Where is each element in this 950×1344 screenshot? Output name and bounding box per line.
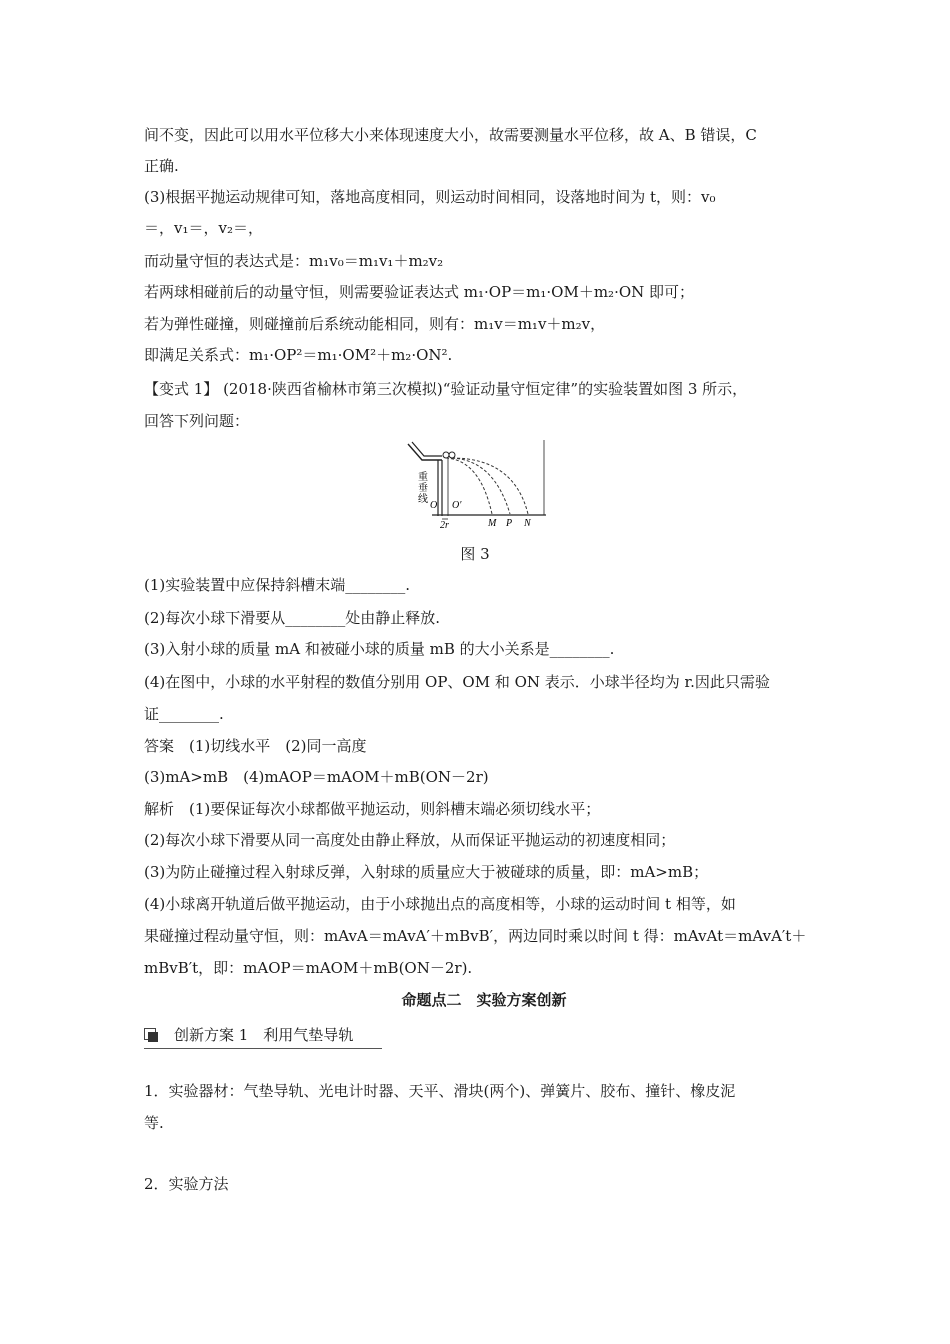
label-2r: 2r — [440, 520, 449, 530]
analysis-line: mBvB′t，即：mAOP＝mAOM＋mB(ON－2r). — [144, 959, 473, 977]
section-title: 命题点二 实验方案创新 — [401, 991, 567, 1009]
text-line: 而动量守恒的表达式是：m₁v₀＝m₁v₁＋m₂v₂ — [144, 252, 444, 270]
plumb-label-2: 垂 — [418, 483, 428, 494]
analysis-line: (2)每次小球下滑要从同一高度处由静止释放，从而保证平抛运动的初速度相同； — [144, 831, 676, 849]
heading-rule — [144, 1048, 382, 1049]
question-line: (2)每次小球下滑要从________处由静止释放. — [144, 609, 441, 627]
answer-line: 答案 (1)切线水平 (2)同一高度 — [144, 737, 367, 755]
text-line: (3)根据平抛运动规律可知，落地高度相同，则运动时间相同，设落地时间为 t，则：v₀ — [144, 188, 716, 206]
label-o-prime: O′ — [452, 500, 462, 511]
item-line: 1．实验器材：气垫导轨、光电计时器、天平、滑块(两个)、弹簧片、胶布、撞针、橡皮泥 — [144, 1082, 736, 1100]
label-n: N — [524, 518, 531, 529]
innovation-heading — [144, 1024, 384, 1050]
analysis-line: (3)为防止碰撞过程入射球反弹，入射球的质量应大于被碰球的质量，即：mA>mB； — [144, 863, 709, 881]
label-p: P — [506, 518, 513, 529]
label-o: O — [430, 500, 438, 511]
text-line: 若两球相碰前后的动量守恒，则需要验证表达式 m₁·OP＝m₁·OM＋m₂·ON 即可； — [144, 283, 695, 301]
analysis-line: 果碰撞过程动量守恒，则：mAvA＝mAvA′＋mBvB′，两边同时乘以时间 t 得：mAvAt＝mAvA′t＋ — [144, 927, 807, 945]
label-m: M — [488, 518, 497, 529]
text-line: 即满足关系式：m₁·OP²＝m₁·OM²＋m₂·ON². — [144, 346, 453, 364]
answer-line: (3)mA>mB (4)mAOP＝mAOM＋mB(ON－2r) — [144, 768, 489, 786]
figure-caption: 图 3 — [460, 545, 490, 563]
plumb-label-1: 重 — [418, 472, 428, 483]
analysis-line: (4)小球离开轨道后做平抛运动，由于小球抛出点的高度相等，小球的运动时间 t 相等，如 — [144, 895, 736, 913]
text-line: 回答下列问题： — [144, 412, 250, 430]
text-line: 正确. — [144, 157, 179, 175]
analysis-line: 解析 (1)要保证每次小球都做平抛运动，则斜槽末端必须切线水平； — [144, 800, 601, 818]
item-line: 等. — [144, 1114, 164, 1132]
text-line: ＝，v₁＝，v₂＝， — [144, 219, 263, 237]
text-line: 间不变，因此可以用水平位移大小来体现速度大小，故需要测量水平位移，故 A、B 错误，C — [144, 126, 757, 144]
plumb-label-3: 线 — [418, 494, 428, 505]
question-line: (4)在图中，小球的水平射程的数值分别用 OP、OM 和 ON 表示．小球半径均为 r.因此只需验 — [144, 673, 770, 691]
question-line: (3)入射小球的质量 mA 和被碰小球的质量 mB 的大小关系是________. — [144, 640, 615, 658]
item-line: 2．实验方法 — [144, 1175, 229, 1193]
variant-heading: 【变式 1】 (2018·陕西省榆林市第三次模拟)“验证动量守恒定律”的实验装置如图 3 所示， — [144, 380, 748, 398]
experiment-diagram — [402, 438, 548, 530]
innovation-title: 创新方案 1 利用气垫导轨 — [174, 1026, 354, 1044]
square-filled-icon — [148, 1032, 158, 1042]
question-line: 证________. — [144, 705, 224, 723]
text-line: 若为弹性碰撞，则碰撞前后系统动能相同，则有：m₁v＝m₁v＋m₂v， — [144, 315, 606, 333]
question-line: (1)实验装置中应保持斜槽末端________. — [144, 576, 411, 594]
